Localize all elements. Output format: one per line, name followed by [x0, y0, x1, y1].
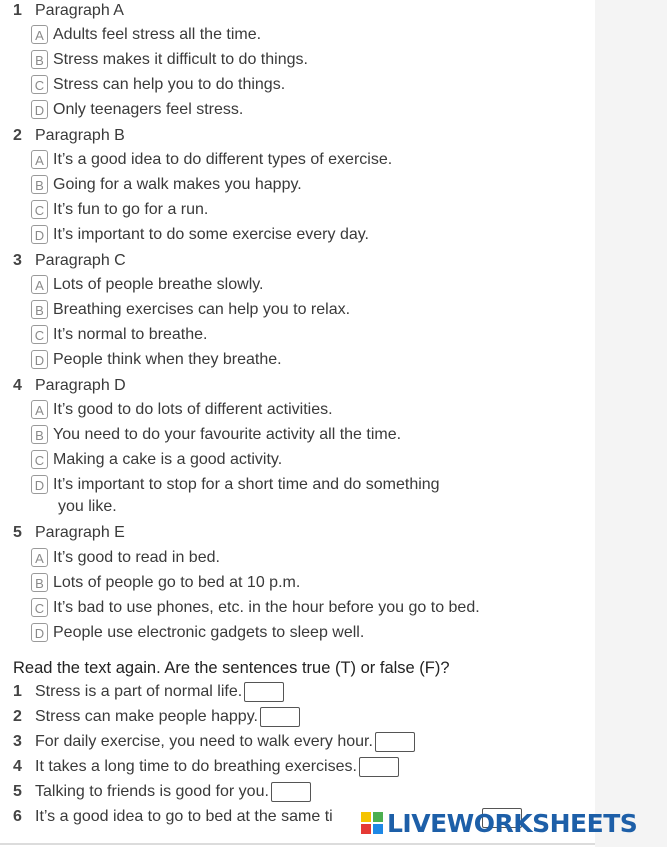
answer-input[interactable] — [260, 707, 300, 727]
option-letter: A — [31, 400, 48, 419]
question-title: Paragraph B — [35, 127, 125, 144]
question-number: 5 — [13, 524, 22, 541]
question-title: Paragraph D — [35, 377, 126, 394]
option-letter: B — [31, 50, 48, 69]
option-3b[interactable] — [31, 300, 350, 320]
item-number: 5 — [13, 783, 22, 800]
tf-item-4 — [13, 756, 399, 778]
option-text: Lots of people go to bed at 10 p.m. — [53, 574, 301, 591]
item-number: 4 — [13, 758, 22, 775]
option-5d[interactable] — [31, 623, 364, 643]
item-number: 3 — [13, 733, 22, 750]
option-1c[interactable] — [31, 75, 285, 95]
option-letter: A — [31, 150, 48, 169]
question-1-heading — [13, 1, 124, 21]
option-text: It’s important to do some exercise every day. — [53, 226, 369, 243]
option-letter: C — [31, 200, 48, 219]
item-text: Talking to friends is good for you. — [35, 783, 269, 800]
question-title: Paragraph C — [35, 252, 126, 269]
option-4a[interactable] — [31, 400, 333, 420]
item-text: It takes a long time to do breathing exercises. — [35, 758, 357, 775]
option-text: It’s important to stop for a short time and do something — [53, 476, 440, 493]
option-letter: A — [31, 25, 48, 44]
question-5-heading — [13, 523, 125, 543]
logo-text: LIVEWORKSHEETS — [387, 808, 638, 838]
option-text: It’s a good idea to do different types of exercise. — [53, 151, 393, 168]
option-3c[interactable] — [31, 325, 207, 345]
option-text: Only teenagers feel stress. — [53, 101, 244, 118]
option-letter: C — [31, 450, 48, 469]
question-4-heading — [13, 376, 126, 396]
option-text: Lots of people breathe slowly. — [53, 276, 264, 293]
option-text: It’s normal to breathe. — [53, 326, 208, 343]
option-letter: C — [31, 75, 48, 94]
option-text: Making a cake is a good activity. — [53, 451, 283, 468]
question-number: 2 — [13, 127, 22, 144]
tf-item-1 — [13, 681, 284, 703]
option-text: Breathing exercises can help you to relax. — [53, 301, 351, 318]
option-letter: B — [31, 175, 48, 194]
option-letter: D — [31, 350, 48, 369]
answer-input[interactable] — [359, 757, 399, 777]
item-number: 2 — [13, 708, 22, 725]
option-letter: D — [31, 623, 48, 642]
answer-input[interactable] — [244, 682, 284, 702]
option-text: It’s good to read in bed. — [53, 549, 220, 566]
question-2-heading — [13, 126, 125, 146]
option-text: It’s fun to go for a run. — [53, 201, 209, 218]
item-text: It’s a good idea to go to bed at the same ti — [35, 808, 333, 825]
option-3d[interactable] — [31, 350, 282, 370]
item-text: For daily exercise, you need to walk every hour. — [35, 733, 373, 750]
option-letter: A — [31, 548, 48, 567]
option-letter: B — [31, 300, 48, 319]
option-2d[interactable] — [31, 225, 369, 245]
option-letter: D — [31, 225, 48, 244]
option-text: Adults feel stress all the time. — [53, 26, 262, 43]
option-letter: C — [31, 325, 48, 344]
option-text: People think when they breathe. — [53, 351, 282, 368]
tf-item-5 — [13, 781, 311, 803]
option-text: People use electronic gadgets to sleep well. — [53, 624, 365, 641]
question-title: Paragraph A — [35, 2, 124, 19]
option-5c[interactable] — [31, 598, 480, 618]
option-text: Stress makes it difficult to do things. — [53, 51, 308, 68]
option-text-continued: you like. — [58, 498, 117, 515]
liveworksheets-logo — [360, 806, 637, 840]
answer-input[interactable] — [375, 732, 415, 752]
option-5b[interactable] — [31, 573, 300, 593]
option-text: It’s bad to use phones, etc. in the hour before you go to bed. — [53, 599, 480, 616]
option-3a[interactable] — [31, 275, 264, 295]
divider — [0, 843, 595, 845]
option-letter: B — [31, 573, 48, 592]
option-4d[interactable] — [31, 475, 440, 495]
option-text: It’s good to do lots of different activities. — [53, 401, 333, 418]
option-letter: D — [31, 475, 48, 494]
option-4c[interactable] — [31, 450, 282, 470]
question-number: 1 — [13, 2, 22, 19]
option-text: You need to do your favourite activity all the time. — [53, 426, 402, 443]
item-number: 1 — [13, 683, 22, 700]
question-number: 4 — [13, 377, 22, 394]
option-1b[interactable] — [31, 50, 308, 70]
tf-item-3 — [13, 731, 415, 753]
item-number: 6 — [13, 808, 22, 825]
option-4b[interactable] — [31, 425, 401, 445]
question-number: 3 — [13, 252, 22, 269]
question-3-heading — [13, 251, 126, 271]
option-text: Stress can help you to do things. — [53, 76, 286, 93]
option-letter: D — [31, 100, 48, 119]
option-letter: A — [31, 275, 48, 294]
option-2b[interactable] — [31, 175, 302, 195]
tf-item-6 — [13, 806, 333, 828]
option-2c[interactable] — [31, 200, 208, 220]
instruction-text: Read the text again. Are the sentences true (T) or false (F)? — [13, 659, 450, 677]
answer-input[interactable] — [271, 782, 311, 802]
option-1d[interactable] — [31, 100, 243, 120]
option-letter: C — [31, 598, 48, 617]
option-text: Going for a walk makes you happy. — [53, 176, 302, 193]
option-1a[interactable] — [31, 25, 261, 45]
option-letter: B — [31, 425, 48, 444]
logo-badge-icon — [360, 811, 384, 835]
page-margin — [595, 0, 667, 847]
item-text: Stress can make people happy. — [35, 708, 258, 725]
option-5a[interactable] — [31, 548, 220, 568]
tf-item-2 — [13, 706, 300, 728]
item-text: Stress is a part of normal life. — [35, 683, 243, 700]
question-title: Paragraph E — [35, 524, 125, 541]
option-2a[interactable] — [31, 150, 392, 170]
